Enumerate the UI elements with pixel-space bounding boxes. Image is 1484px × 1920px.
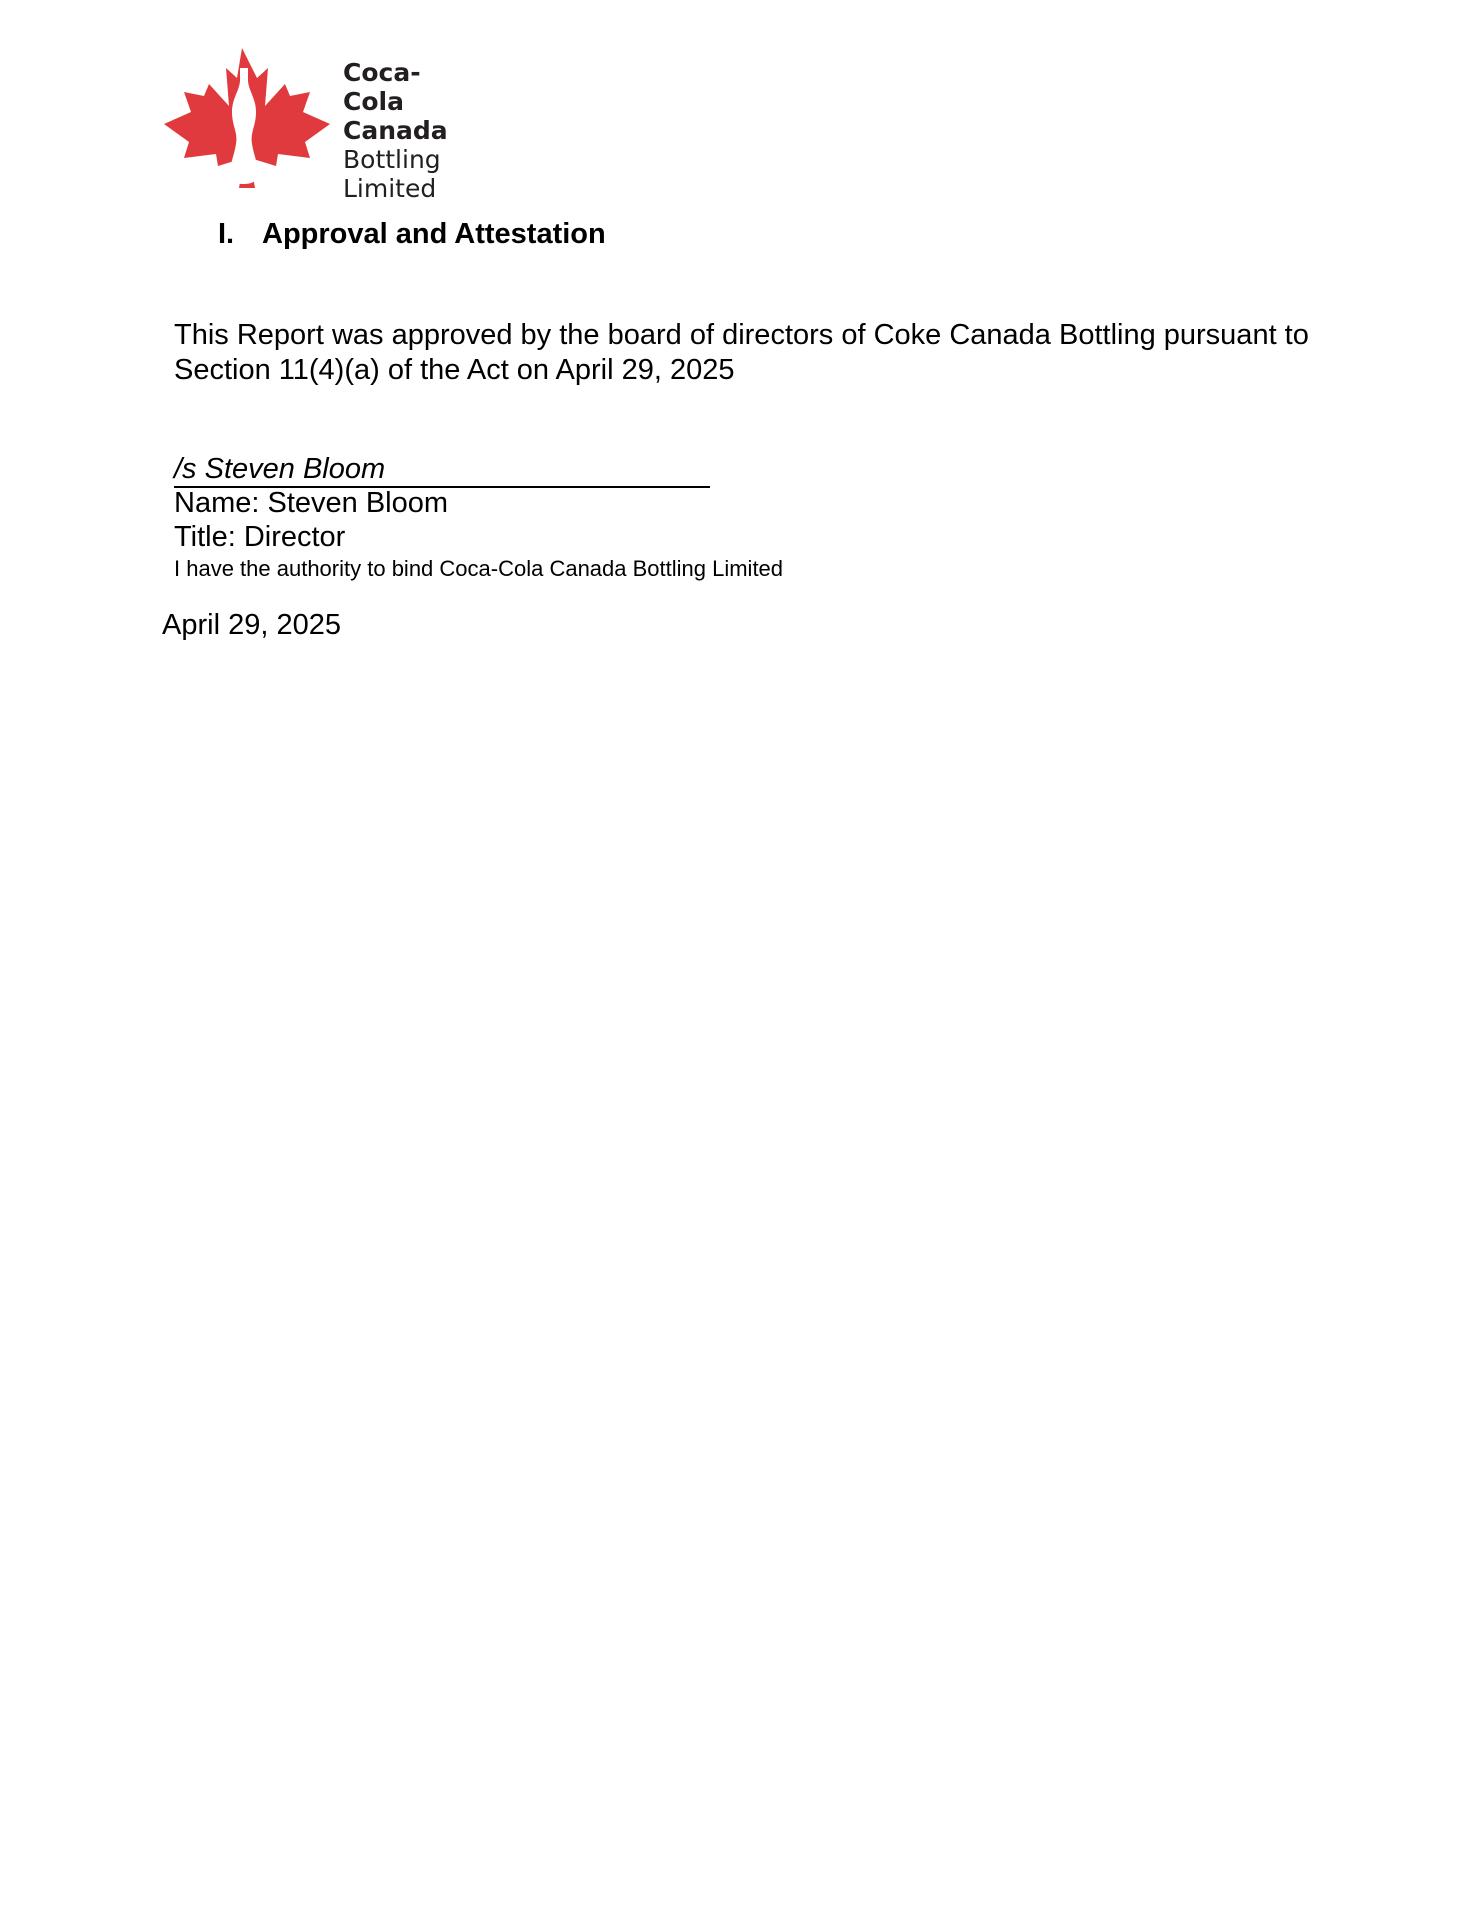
company-logo — [160, 46, 480, 203]
maple-leaf-bottle-icon — [160, 46, 335, 190]
logo-wordmark — [343, 58, 480, 203]
section-title: Approval and Attestation — [262, 218, 606, 250]
logo-line-1: Coca-Cola — [343, 58, 421, 116]
signatory-name: Name: Steven Bloom — [174, 487, 449, 519]
signatory-title: Title: Director — [174, 521, 346, 553]
section-number: I. — [218, 218, 235, 250]
logo-line-4: Limited — [343, 174, 437, 203]
logo-line-2: Canada — [343, 116, 448, 145]
document-date: April 29, 2025 — [162, 609, 341, 641]
signature-line: /s Steven Bloom — [174, 452, 710, 488]
section-heading — [218, 218, 606, 251]
logo-line-3: Bottling — [343, 145, 441, 174]
approval-paragraph: This Report was approved by the board of directors of Coke Canada Bottling pursuant to Section 11(4)(a) of the Act on April 29, 2025 — [174, 319, 1309, 386]
authority-statement: I have the authority to bind Coca-Cola Canada Bottling Limited — [174, 556, 784, 581]
